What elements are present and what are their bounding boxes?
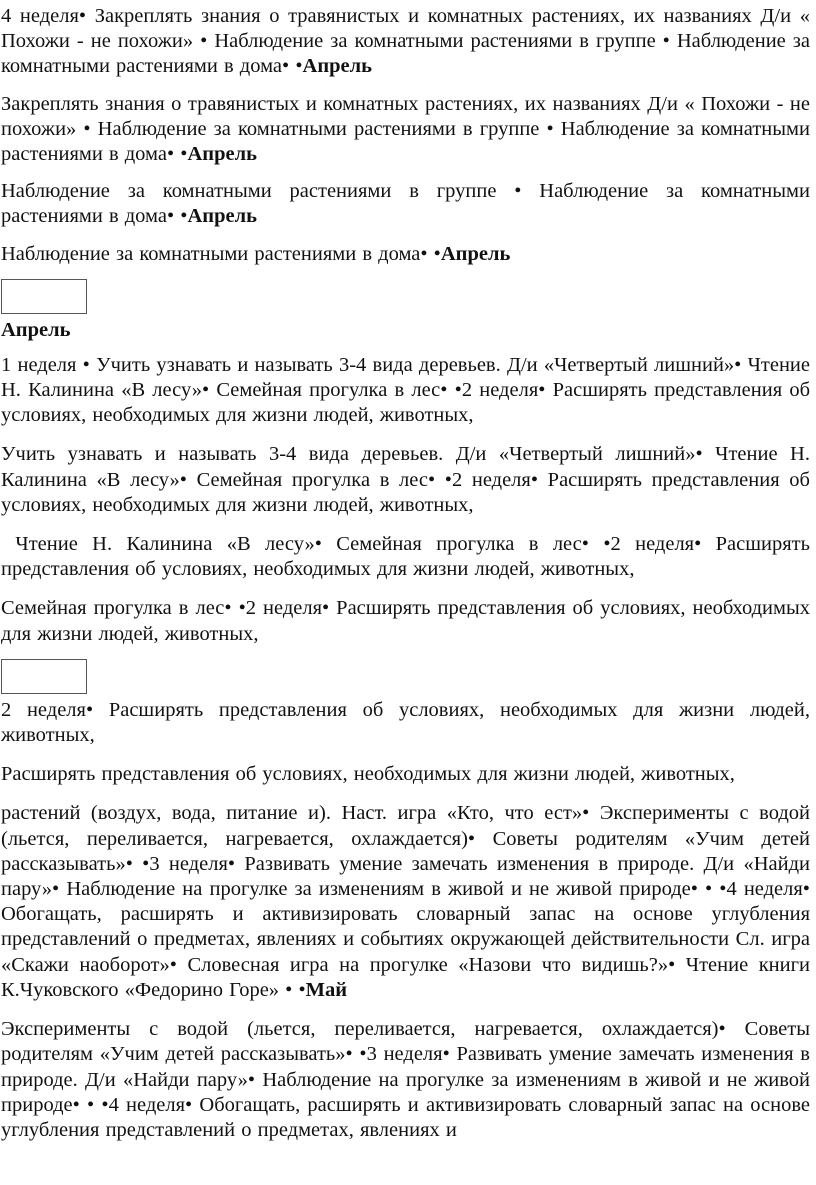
empty-frame <box>1 659 87 694</box>
month-label: Апрель <box>187 205 257 228</box>
empty-frame <box>1 279 87 314</box>
paragraph-3: Наблюдение за комнатными растениями в группе • Наблюдение за комнатными растениями в дома• •Апрель <box>1 180 810 228</box>
paragraph-11: растений (воздух, вода, питание и). Наст. игра «Кто, что ест»• Эксперименты с водой (льется, переливается, нагревается, охлаждается)• Советы родителям «Учим детей рассказывать»• •3 неделя• Развивать умение замечать изменения в природе. Д/и «Найди пару»• Наблюдение на прогулке за изменениям в живой и не живой природе• • •4 неделя• Обогащать, расширять и активизировать словарный запас на основе углубления представлений о предметах, явлениях и событиях окружающей действительности Сл. игра «Скажи наоборот»• Словесная игра на прогулке «Назови что видишь?»• Чтение книги К.Чуковского «Федорино Горе» • •Май <box>1 802 810 1001</box>
paragraph-10: Расширять представления об условиях, необходимых для жизни людей, животных, <box>1 763 735 786</box>
paragraph-1: 4 неделя• Закреплять знания о травянистых и комнатных растениях, их названиях Д/и « Похожи - не похожи» • Наблюдение за комнатными растениями в группе • Наблюдение за комнатными растениями в дома• •Апрель <box>1 5 810 78</box>
month-label: Май <box>305 978 348 1001</box>
paragraph-4: Наблюдение за комнатными растениями в дома• •Апрель <box>1 242 511 265</box>
paragraph-7: Чтение Н. Калинина «В лесу»• Семейная прогулка в лес• •2 неделя• Расширять представления об условиях, необходимых для жизни людей, животных, <box>1 533 816 581</box>
month-label: Апрель <box>302 55 372 78</box>
paragraph-12: Эксперименты с водой (льется, переливается, нагревается, охлаждается)• Советы родителям «Учим детей рассказывать»• •3 неделя• Развивать умение замечать изменения в природе. Д/и «Найди пару»• Наблюдение на прогулке за изменениям в живой и не живой природе• • •4 неделя• Обогащать, расширять и активизировать словарный запас на основе углубления представлений о предметах, явлениях и <box>1 1018 810 1141</box>
section-heading: Апрель <box>1 318 71 341</box>
month-label: Апрель <box>440 242 511 265</box>
paragraph-9: 2 неделя• Расширять представления об условиях, необходимых для жизни людей, животных, <box>1 698 810 747</box>
paragraph-5: 1 неделя • Учить узнавать и называть 3-4 вида деревьев. Д/и «Четвертый лишний»• Чтение Н. Калинина «В лесу»• Семейная прогулка в лес• •2 неделя• Расширять представления об условиях, необходимых для жизни людей, животных, <box>1 353 810 427</box>
paragraph-6: Учить узнавать и называть 3-4 вида деревьев. Д/и «Четвертый лишний»• Чтение Н. Калинина «В лесу»• Семейная прогулка в лес• •2 неделя• Расширять представления об условиях, необходимых для жизни людей, животных, <box>1 443 810 516</box>
paragraph-2: Закреплять знания о травянистых и комнатных растениях, их названиях Д/и « Похожи - не похожи» • Наблюдение за комнатными растениями в группе • Наблюдение за комнатными растениями в дома• •Апрель <box>1 92 810 166</box>
month-label: Апрель <box>187 143 257 166</box>
paragraph-8: Семейная прогулка в лес• •2 неделя• Расширять представления об условиях, необходимых для жизни людей, животных, <box>1 597 810 645</box>
